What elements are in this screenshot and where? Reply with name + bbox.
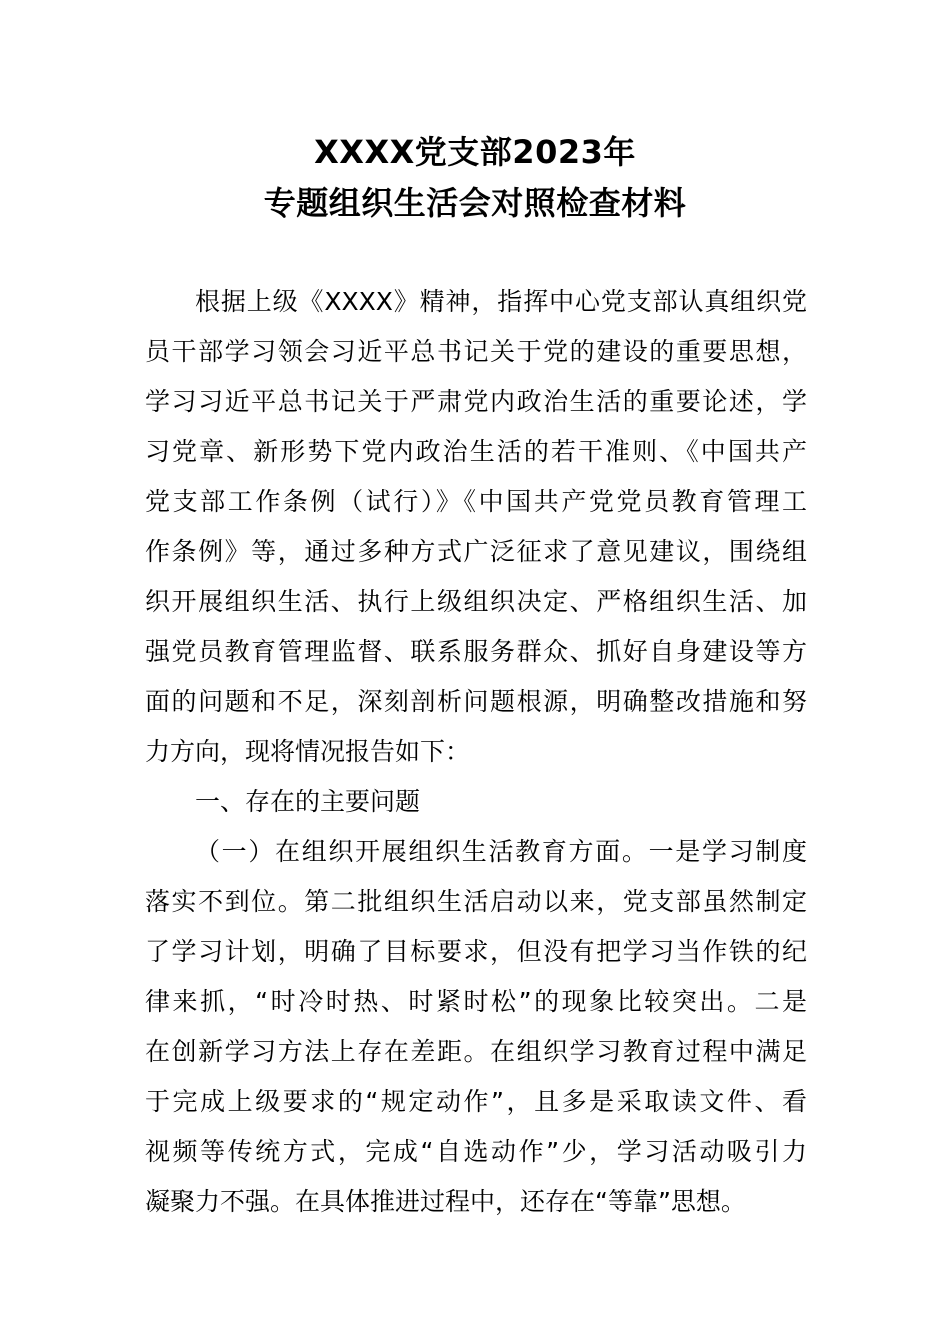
- document-title-line2: 专题组织生活会对照检查材料: [263, 184, 687, 222]
- paragraph-line: 织开展组织生活、执行上级组织决定、严格组织生活、加: [145, 587, 807, 616]
- paragraph-line: （一）在组织开展组织生活教育方面。一是学习制度: [195, 837, 807, 866]
- paragraph-line: 律来抓，“时冷时热、时紧时松”的现象比较突出。二是: [145, 987, 807, 1016]
- paragraph-line: 习党章、新形势下党内政治生活的若干准则、《中国共产: [145, 437, 807, 466]
- paragraph-line: 在创新学习方法上存在差距。在组织学习教育过程中满足: [145, 1037, 807, 1066]
- paragraph-line: 党支部工作条例（试行）》《中国共产党党员教育管理工: [145, 487, 807, 516]
- paragraph-line: 面的问题和不足，深刻剖析问题根源，明确整改措施和努: [145, 687, 807, 716]
- paragraph-line: 力方向，现将情况报告如下：: [145, 737, 471, 766]
- paragraph-line: 了学习计划，明确了目标要求，但没有把学习当作铁的纪: [145, 937, 807, 966]
- paragraph-line: 强党员教育管理监督、联系服务群众、抓好自身建设等方: [145, 637, 807, 666]
- paragraph-line: 作条例》等，通过多种方式广泛征求了意见建议，围绕组: [145, 537, 807, 566]
- document-title-line1: XXXX党支部2023年: [314, 133, 636, 171]
- paragraph-line: 于完成上级要求的“规定动作”，且多是采取读文件、看: [145, 1087, 807, 1116]
- paragraph-line: 凝聚力不强。在具体推进过程中，还存在“等靠”思想。: [145, 1187, 746, 1216]
- paragraph-line: 根据上级《XXXX》精神，指挥中心党支部认真组织党: [195, 287, 807, 316]
- paragraph-line: 学习习近平总书记关于严肃党内政治生活的重要论述，学: [145, 387, 807, 416]
- paragraph-line: 视频等传统方式，完成“自选动作”少，学习活动吸引力: [145, 1137, 807, 1166]
- document-body: [145, 277, 807, 1227]
- paragraph-line: 落实不到位。第二批组织生活启动以来，党支部虽然制定: [145, 887, 807, 916]
- section-heading: 一、存在的主要问题: [195, 787, 421, 816]
- paragraph-line: 员干部学习领会习近平总书记关于党的建设的重要思想，: [145, 337, 807, 366]
